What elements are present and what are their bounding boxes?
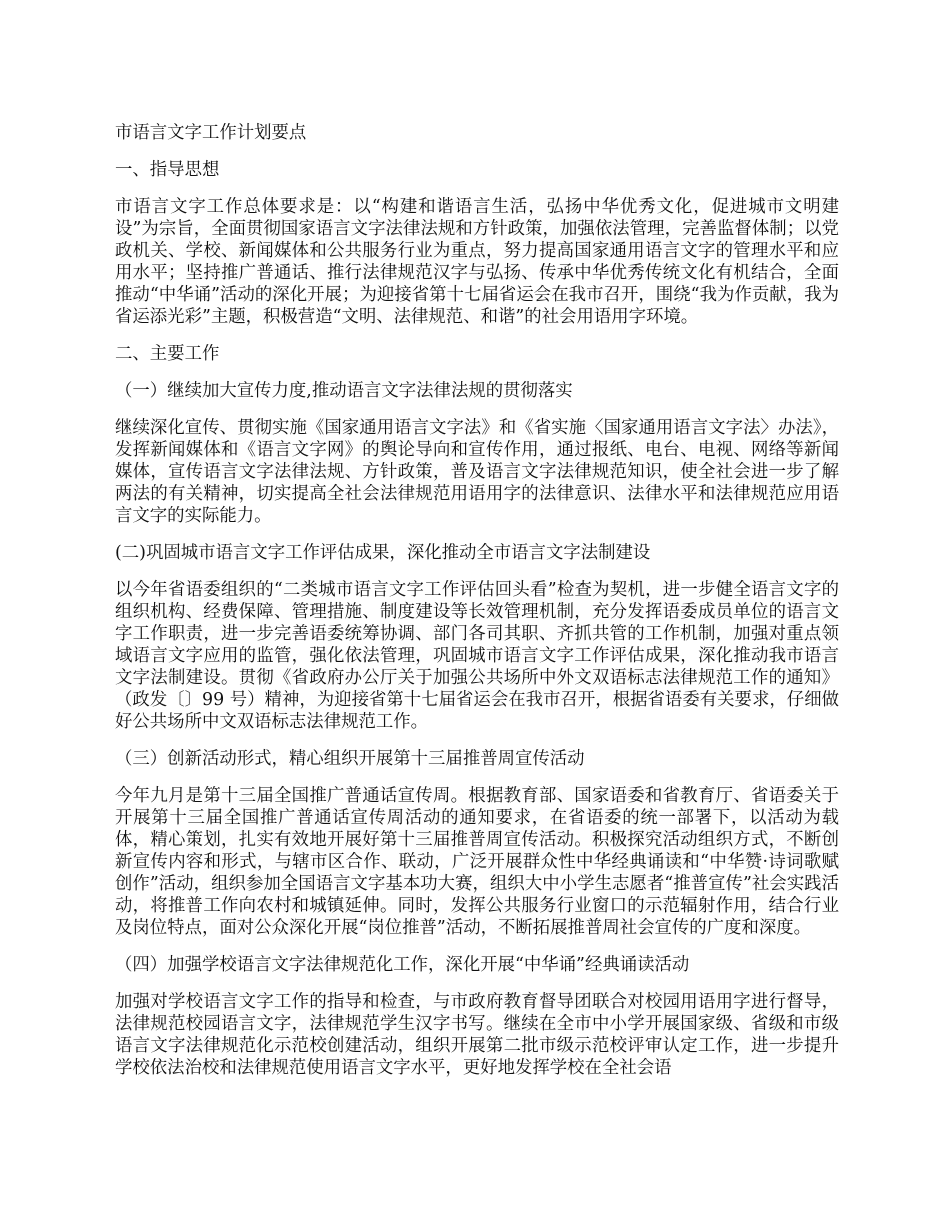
subsection-heading-4: （四）加强学校语言文字法律规范化工作，深化开展“中华诵”经典诵读活动 — [115, 955, 690, 975]
section-heading-guiding-ideology: 一、指导思想 — [115, 160, 220, 180]
subsection-body-3: 今年九月是第十三届全国推广普通话宣传周。根据教育部、国家语委和省教育厅、省语委关于开展第十三届全国推广普通话宣传周活动的通知要求，在省语委的统一部署下，以活动为载体，精心策划，扎实有效地开展好第十三届推普周宣传活动。积极探究活动组织方式，不断创新宣传内容和形式，与辖市区合作、联动，广泛开展群众性中华经典诵读和“中华赞·诗词歌赋创作”活动，组织参加全国语言文字基本功大赛，组织大中小学生志愿者“推普宣传”社会实践活动，将推普工作向农村和城镇延伸。同时，发挥公共服务行业窗口的示范辐射作用，结合行业及岗位特点，面对公众深化开展“岗位推普”活动，不断拓展推普周社会宣传的广度和深度。 — [115, 786, 839, 938]
subsection-body-4: 加强对学校语言文字工作的指导和检查，与市政府教育督导团联合对校园用语用字进行督导，法律规范校园语言文字，法律规范学生汉字书写。继续在全市中小学开展国家级、省级和市级语言文字法律规范化示范校创建活动，组织开展第二批市级示范校评审认定工作，进一步提升学校依法治校和法律规范使用语言文字水平，更好地发挥学校在全社会语 — [115, 992, 839, 1078]
section-heading-main-work: 二、主要工作 — [115, 344, 220, 364]
subsection-heading-2: (二)巩固城市语言文字工作评估成果，深化推动全市语言文字法制建设 — [115, 543, 651, 563]
subsection-body-2: 以今年省语委组织的“二类城市语言文字工作评估回头看”检查为契机，进一步健全语言文字的组织机构、经费保障、管理措施、制度建设等长效管理机制，充分发挥语委成员单位的语言文字工作职责，进一步完善语委统筹协调、部门各司其职、齐抓共管的工作机制，加强对重点领域语言文字应用的监管，强化依法管理，巩固城市语言文字工作评估成果，深化推动我市语言文字法制建设。贯彻《省政府办公厅关于加强公共场所中外文双语标志法律规范工作的通知》（政发〔〕99 号）精神，为迎接省第十七届省运会在我市召开，根据省语委有关要求，仔细做好公共场所中文双语标志法律规范工作。 — [115, 580, 839, 732]
subsection-heading-1: （一）继续加大宣传力度,推动语言文字法律法规的贯彻落实 — [115, 381, 573, 401]
paragraph-guiding-ideology: 市语言文字工作总体要求是：以“构建和谐语言生活，弘扬中华优秀文化，促进城市文明建设”为宗旨，全面贯彻国家语言文字法律法规和方针政策，加强依法管理，完善监督体制；以党政机关、学校、新闻媒体和公共服务行业为重点，努力提高国家通用语言文字的管理水平和应用水平；坚持推广普通话、推行法律规范汉字与弘扬、传承中华优秀传统文化有机结合，全面推动“中华诵”活动的深化开展；为迎接省第十七届省运会在我市召开，围绕“我为作贡献，我为省运添光彩”主题，积极营造“文明、法律规范、和谐”的社会用语用字环境。 — [115, 197, 839, 327]
subsection-heading-3: （三）创新活动形式，精心组织开展第十三届推普周宣传活动 — [115, 749, 585, 769]
document-page — [115, 122, 839, 1094]
document-title: 市语言文字工作计划要点 — [115, 123, 307, 143]
subsection-body-1: 继续深化宣传、贯彻实施《国家通用语言文字法》和《省实施〈国家通用语言文字法〉办法》，发挥新闻媒体和《语言文字网》的舆论导向和宣传作用，通过报纸、电台、电视、网络等新闻媒体，宣传语言文字法律法规、方针政策，普及语言文字法律规范知识，使全社会进一步了解两法的有关精神，切实提高全社会法律规范用语用字的法律意识、法律水平和法律规范应用语言文字的实际能力。 — [115, 418, 839, 526]
